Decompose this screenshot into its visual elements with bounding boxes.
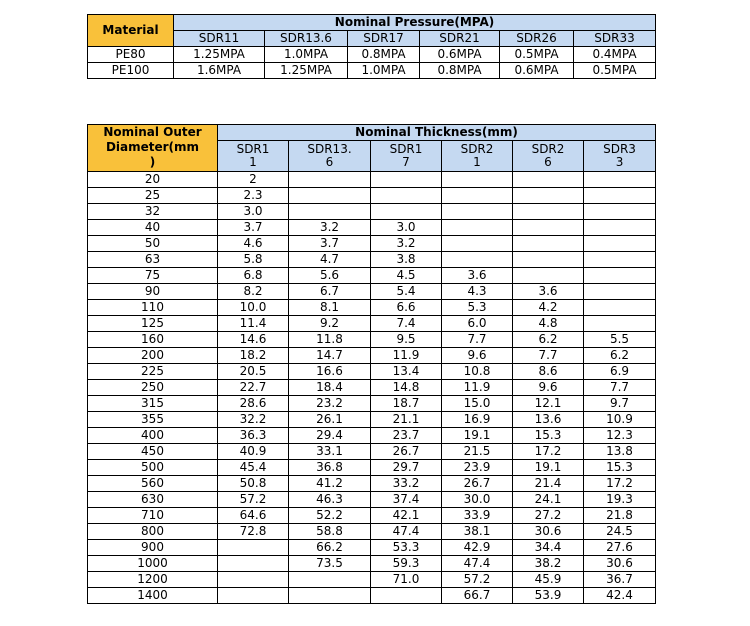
outer-diameter-header-line: Diameter(mm bbox=[105, 140, 200, 154]
thickness-cell: 4.3 bbox=[442, 284, 513, 300]
thickness-cell: 4.2 bbox=[513, 300, 584, 316]
pressure-cell: 0.5MPA bbox=[500, 47, 574, 63]
thickness-cell: 7.7 bbox=[442, 332, 513, 348]
thickness-cell: 47.4 bbox=[371, 524, 442, 540]
thickness-cell bbox=[584, 204, 656, 220]
diameter-cell: 225 bbox=[88, 364, 218, 380]
thickness-cell: 33.1 bbox=[289, 444, 371, 460]
material-header: Material bbox=[88, 15, 174, 47]
thickness-cell: 20.5 bbox=[218, 364, 289, 380]
outer-diameter-header-line: ) bbox=[149, 155, 156, 169]
sdr-label-line: SDR2 bbox=[460, 142, 494, 156]
diameter-cell: 200 bbox=[88, 348, 218, 364]
thickness-cell: 36.7 bbox=[584, 572, 656, 588]
table-row bbox=[88, 188, 656, 204]
thickness-cell bbox=[584, 284, 656, 300]
pressure-cell: 1.25MPA bbox=[174, 47, 265, 63]
thickness-cell: 4.5 bbox=[371, 268, 442, 284]
thickness-cell: 33.2 bbox=[371, 476, 442, 492]
thickness-cell: 15.0 bbox=[442, 396, 513, 412]
thickness-cell: 24.5 bbox=[584, 524, 656, 540]
table-row bbox=[88, 172, 656, 188]
thickness-cell: 7.7 bbox=[513, 348, 584, 364]
thickness-cell: 2.3 bbox=[218, 188, 289, 204]
thickness-cell bbox=[371, 204, 442, 220]
table-row bbox=[88, 316, 656, 332]
diameter-cell: 1200 bbox=[88, 572, 218, 588]
table-row bbox=[88, 332, 656, 348]
sdr-label bbox=[442, 141, 513, 172]
diameter-cell: 20 bbox=[88, 172, 218, 188]
thickness-cell: 19.1 bbox=[513, 460, 584, 476]
thickness-cell bbox=[584, 300, 656, 316]
thickness-cell: 10.9 bbox=[584, 412, 656, 428]
sdr-label-line: SDR2 bbox=[531, 142, 565, 156]
thickness-cell: 34.4 bbox=[513, 540, 584, 556]
sdr-label bbox=[218, 141, 289, 172]
thickness-cell: 42.9 bbox=[442, 540, 513, 556]
thickness-cell: 13.6 bbox=[513, 412, 584, 428]
thickness-cell: 2 bbox=[218, 172, 289, 188]
thickness-cell bbox=[513, 236, 584, 252]
sdr-label-line: SDR3 bbox=[603, 142, 636, 156]
table-row bbox=[88, 412, 656, 428]
diameter-cell: 560 bbox=[88, 476, 218, 492]
thickness-cell: 4.7 bbox=[289, 252, 371, 268]
thickness-cell bbox=[442, 204, 513, 220]
thickness-cell: 52.2 bbox=[289, 508, 371, 524]
table-row bbox=[88, 47, 656, 63]
thickness-cell: 22.7 bbox=[218, 380, 289, 396]
diameter-cell: 500 bbox=[88, 460, 218, 476]
thickness-cell: 32.2 bbox=[218, 412, 289, 428]
table-row bbox=[88, 236, 656, 252]
thickness-cell: 36.8 bbox=[289, 460, 371, 476]
thickness-cell bbox=[218, 556, 289, 572]
thickness-cell: 66.2 bbox=[289, 540, 371, 556]
sdr-label bbox=[371, 141, 442, 172]
pressure-cell: 0.6MPA bbox=[500, 63, 574, 79]
table-row bbox=[88, 572, 656, 588]
thickness-cell bbox=[584, 172, 656, 188]
thickness-cell: 8.2 bbox=[218, 284, 289, 300]
thickness-cell: 8.6 bbox=[513, 364, 584, 380]
thickness-cell: 15.3 bbox=[513, 428, 584, 444]
thickness-cell: 45.4 bbox=[218, 460, 289, 476]
thickness-cell bbox=[371, 172, 442, 188]
table-row bbox=[88, 460, 656, 476]
thickness-cell bbox=[289, 588, 371, 604]
thickness-cell bbox=[584, 268, 656, 284]
table-row bbox=[88, 268, 656, 284]
sdr-label bbox=[513, 141, 584, 172]
thickness-cell: 19.1 bbox=[442, 428, 513, 444]
diameter-cell: 25 bbox=[88, 188, 218, 204]
thickness-cell: 3.7 bbox=[289, 236, 371, 252]
thickness-cell bbox=[289, 572, 371, 588]
thickness-cell: 9.5 bbox=[371, 332, 442, 348]
thickness-cell bbox=[218, 572, 289, 588]
sdr-label: SDR17 bbox=[348, 31, 420, 47]
diameter-cell: 75 bbox=[88, 268, 218, 284]
thickness-cell: 3.6 bbox=[513, 284, 584, 300]
thickness-cell: 6.2 bbox=[513, 332, 584, 348]
thickness-cell: 3.2 bbox=[371, 236, 442, 252]
thickness-cell: 36.3 bbox=[218, 428, 289, 444]
thickness-cell: 26.7 bbox=[371, 444, 442, 460]
table-row bbox=[88, 492, 656, 508]
sdr-label-line: 1 bbox=[473, 155, 481, 169]
table-row bbox=[88, 348, 656, 364]
thickness-cell: 16.6 bbox=[289, 364, 371, 380]
thickness-cell bbox=[442, 252, 513, 268]
table-row bbox=[88, 380, 656, 396]
diameter-cell: 800 bbox=[88, 524, 218, 540]
thickness-cell: 11.4 bbox=[218, 316, 289, 332]
thickness-cell: 7.4 bbox=[371, 316, 442, 332]
thickness-cell: 6.7 bbox=[289, 284, 371, 300]
nominal-pressure-header: Nominal Pressure(MPA) bbox=[174, 15, 656, 31]
sdr-label-line: 3 bbox=[615, 155, 624, 169]
sdr-label-line: 6 bbox=[325, 155, 334, 169]
pressure-cell: 1.6MPA bbox=[174, 63, 265, 79]
table-row bbox=[88, 63, 656, 79]
diameter-cell: 400 bbox=[88, 428, 218, 444]
table-row bbox=[88, 284, 656, 300]
diameter-cell: 710 bbox=[88, 508, 218, 524]
thickness-cell: 27.2 bbox=[513, 508, 584, 524]
thickness-cell: 30.6 bbox=[513, 524, 584, 540]
thickness-cell bbox=[513, 204, 584, 220]
thickness-cell bbox=[442, 220, 513, 236]
thickness-cell: 17.2 bbox=[584, 476, 656, 492]
thickness-cell: 15.3 bbox=[584, 460, 656, 476]
thickness-cell: 71.0 bbox=[371, 572, 442, 588]
pressure-cell: 0.4MPA bbox=[574, 47, 656, 63]
thickness-cell: 50.8 bbox=[218, 476, 289, 492]
table-row bbox=[88, 300, 656, 316]
thickness-cell bbox=[289, 204, 371, 220]
table-row bbox=[88, 252, 656, 268]
table-row bbox=[88, 524, 656, 540]
thickness-cell: 4.8 bbox=[513, 316, 584, 332]
thickness-cell: 46.3 bbox=[289, 492, 371, 508]
table-row bbox=[88, 364, 656, 380]
sdr-label-line: 7 bbox=[402, 155, 410, 169]
thickness-cell: 18.2 bbox=[218, 348, 289, 364]
pressure-cell: 0.6MPA bbox=[420, 47, 500, 63]
sdr-label-line: 1 bbox=[249, 155, 257, 169]
nominal-thickness-table bbox=[87, 124, 656, 604]
thickness-cell: 21.5 bbox=[442, 444, 513, 460]
material-cell: PE80 bbox=[88, 47, 174, 63]
sdr-label: SDR26 bbox=[500, 31, 574, 47]
thickness-cell: 23.7 bbox=[371, 428, 442, 444]
thickness-cell: 17.2 bbox=[513, 444, 584, 460]
thickness-cell: 11.9 bbox=[371, 348, 442, 364]
thickness-cell: 29.7 bbox=[371, 460, 442, 476]
thickness-cell: 66.7 bbox=[442, 588, 513, 604]
thickness-cell bbox=[442, 188, 513, 204]
table-row bbox=[88, 428, 656, 444]
thickness-cell bbox=[584, 188, 656, 204]
sdr-label: SDR13.6 bbox=[265, 31, 348, 47]
thickness-cell: 24.1 bbox=[513, 492, 584, 508]
thickness-cell: 12.1 bbox=[513, 396, 584, 412]
thickness-cell bbox=[442, 236, 513, 252]
thickness-cell bbox=[218, 588, 289, 604]
thickness-cell: 14.8 bbox=[371, 380, 442, 396]
thickness-cell: 16.9 bbox=[442, 412, 513, 428]
diameter-cell: 1400 bbox=[88, 588, 218, 604]
thickness-cell: 9.2 bbox=[289, 316, 371, 332]
diameter-cell: 63 bbox=[88, 252, 218, 268]
thickness-cell bbox=[218, 540, 289, 556]
table-row bbox=[88, 444, 656, 460]
thickness-cell: 30.6 bbox=[584, 556, 656, 572]
pressure-cell: 0.5MPA bbox=[574, 63, 656, 79]
thickness-cell: 3.7 bbox=[218, 220, 289, 236]
thickness-cell: 8.1 bbox=[289, 300, 371, 316]
diameter-cell: 40 bbox=[88, 220, 218, 236]
thickness-cell: 6.6 bbox=[371, 300, 442, 316]
thickness-cell: 42.4 bbox=[584, 588, 656, 604]
sdr-label bbox=[584, 141, 656, 172]
thickness-cell bbox=[513, 172, 584, 188]
table-row bbox=[88, 508, 656, 524]
thickness-cell: 5.5 bbox=[584, 332, 656, 348]
thickness-cell: 45.9 bbox=[513, 572, 584, 588]
thickness-cell: 4.6 bbox=[218, 236, 289, 252]
sdr-label bbox=[289, 141, 371, 172]
thickness-cell: 14.7 bbox=[289, 348, 371, 364]
thickness-cell: 9.6 bbox=[513, 380, 584, 396]
thickness-cell: 21.4 bbox=[513, 476, 584, 492]
thickness-cell bbox=[289, 172, 371, 188]
thickness-cell bbox=[584, 236, 656, 252]
diameter-cell: 32 bbox=[88, 204, 218, 220]
material-cell: PE100 bbox=[88, 63, 174, 79]
thickness-cell: 6.0 bbox=[442, 316, 513, 332]
table-row bbox=[88, 556, 656, 572]
thickness-cell: 21.1 bbox=[371, 412, 442, 428]
thickness-cell bbox=[513, 252, 584, 268]
thickness-cell: 6.2 bbox=[584, 348, 656, 364]
thickness-cell: 13.8 bbox=[584, 444, 656, 460]
sdr-label-line: 6 bbox=[544, 155, 552, 169]
thickness-cell: 59.3 bbox=[371, 556, 442, 572]
thickness-cell: 57.2 bbox=[442, 572, 513, 588]
diameter-cell: 450 bbox=[88, 444, 218, 460]
diameter-cell: 250 bbox=[88, 380, 218, 396]
diameter-cell: 630 bbox=[88, 492, 218, 508]
thickness-cell: 29.4 bbox=[289, 428, 371, 444]
table-row bbox=[88, 396, 656, 412]
thickness-cell: 23.2 bbox=[289, 396, 371, 412]
thickness-cell bbox=[584, 316, 656, 332]
thickness-cell: 53.9 bbox=[513, 588, 584, 604]
sdr-label: SDR11 bbox=[174, 31, 265, 47]
pressure-cell: 0.8MPA bbox=[420, 63, 500, 79]
thickness-cell: 58.8 bbox=[289, 524, 371, 540]
diameter-cell: 125 bbox=[88, 316, 218, 332]
thickness-cell bbox=[442, 172, 513, 188]
diameter-cell: 160 bbox=[88, 332, 218, 348]
thickness-cell bbox=[371, 588, 442, 604]
thickness-cell: 9.6 bbox=[442, 348, 513, 364]
nominal-pressure-table bbox=[87, 14, 656, 79]
thickness-cell: 73.5 bbox=[289, 556, 371, 572]
thickness-cell: 19.3 bbox=[584, 492, 656, 508]
thickness-cell: 3.2 bbox=[289, 220, 371, 236]
diameter-cell: 1000 bbox=[88, 556, 218, 572]
thickness-cell: 18.7 bbox=[371, 396, 442, 412]
sdr-label: SDR21 bbox=[420, 31, 500, 47]
thickness-cell: 7.7 bbox=[584, 380, 656, 396]
thickness-cell: 12.3 bbox=[584, 428, 656, 444]
table-row bbox=[88, 588, 656, 604]
thickness-cell bbox=[371, 188, 442, 204]
thickness-cell: 6.8 bbox=[218, 268, 289, 284]
thickness-cell bbox=[289, 188, 371, 204]
diameter-cell: 110 bbox=[88, 300, 218, 316]
thickness-cell: 13.4 bbox=[371, 364, 442, 380]
pressure-cell: 1.25MPA bbox=[265, 63, 348, 79]
diameter-cell: 50 bbox=[88, 236, 218, 252]
thickness-cell: 10.8 bbox=[442, 364, 513, 380]
thickness-cell: 42.1 bbox=[371, 508, 442, 524]
diameter-cell: 315 bbox=[88, 396, 218, 412]
table-row bbox=[88, 204, 656, 220]
thickness-cell bbox=[584, 252, 656, 268]
thickness-cell: 57.2 bbox=[218, 492, 289, 508]
thickness-cell: 3.8 bbox=[371, 252, 442, 268]
thickness-cell: 26.7 bbox=[442, 476, 513, 492]
thickness-cell: 10.0 bbox=[218, 300, 289, 316]
diameter-cell: 355 bbox=[88, 412, 218, 428]
pressure-cell: 0.8MPA bbox=[348, 47, 420, 63]
table-row bbox=[88, 220, 656, 236]
outer-diameter-header-line: Nominal Outer bbox=[103, 125, 202, 139]
thickness-cell: 26.1 bbox=[289, 412, 371, 428]
thickness-cell: 64.6 bbox=[218, 508, 289, 524]
thickness-cell: 5.3 bbox=[442, 300, 513, 316]
thickness-cell: 47.4 bbox=[442, 556, 513, 572]
thickness-cell: 28.6 bbox=[218, 396, 289, 412]
thickness-cell: 37.4 bbox=[371, 492, 442, 508]
thickness-cell bbox=[584, 220, 656, 236]
sdr-label: SDR33 bbox=[574, 31, 656, 47]
sdr-label-line: SDR1 bbox=[236, 142, 270, 156]
sdr-label-line: SDR1 bbox=[389, 142, 423, 156]
outer-diameter-header bbox=[88, 125, 218, 172]
sdr-label-line: SDR13. bbox=[307, 142, 352, 156]
thickness-cell: 3.6 bbox=[442, 268, 513, 284]
thickness-cell: 6.9 bbox=[584, 364, 656, 380]
thickness-cell: 5.4 bbox=[371, 284, 442, 300]
thickness-cell: 41.2 bbox=[289, 476, 371, 492]
thickness-cell bbox=[513, 220, 584, 236]
thickness-cell: 53.3 bbox=[371, 540, 442, 556]
thickness-cell: 18.4 bbox=[289, 380, 371, 396]
thickness-cell: 38.1 bbox=[442, 524, 513, 540]
thickness-cell: 27.6 bbox=[584, 540, 656, 556]
thickness-cell: 11.9 bbox=[442, 380, 513, 396]
thickness-cell: 14.6 bbox=[218, 332, 289, 348]
thickness-cell bbox=[513, 268, 584, 284]
thickness-cell bbox=[513, 188, 584, 204]
thickness-cell: 72.8 bbox=[218, 524, 289, 540]
thickness-cell: 21.8 bbox=[584, 508, 656, 524]
thickness-cell: 33.9 bbox=[442, 508, 513, 524]
thickness-cell: 3.0 bbox=[371, 220, 442, 236]
diameter-cell: 90 bbox=[88, 284, 218, 300]
nominal-thickness-header: Nominal Thickness(mm) bbox=[218, 125, 656, 141]
thickness-cell: 23.9 bbox=[442, 460, 513, 476]
thickness-cell: 5.6 bbox=[289, 268, 371, 284]
pressure-cell: 1.0MPA bbox=[265, 47, 348, 63]
thickness-cell: 5.8 bbox=[218, 252, 289, 268]
thickness-cell: 38.2 bbox=[513, 556, 584, 572]
diameter-cell: 900 bbox=[88, 540, 218, 556]
table-row bbox=[88, 476, 656, 492]
thickness-cell: 40.9 bbox=[218, 444, 289, 460]
thickness-cell: 9.7 bbox=[584, 396, 656, 412]
pressure-cell: 1.0MPA bbox=[348, 63, 420, 79]
thickness-cell: 3.0 bbox=[218, 204, 289, 220]
table-row bbox=[88, 540, 656, 556]
thickness-cell: 30.0 bbox=[442, 492, 513, 508]
thickness-cell: 11.8 bbox=[289, 332, 371, 348]
